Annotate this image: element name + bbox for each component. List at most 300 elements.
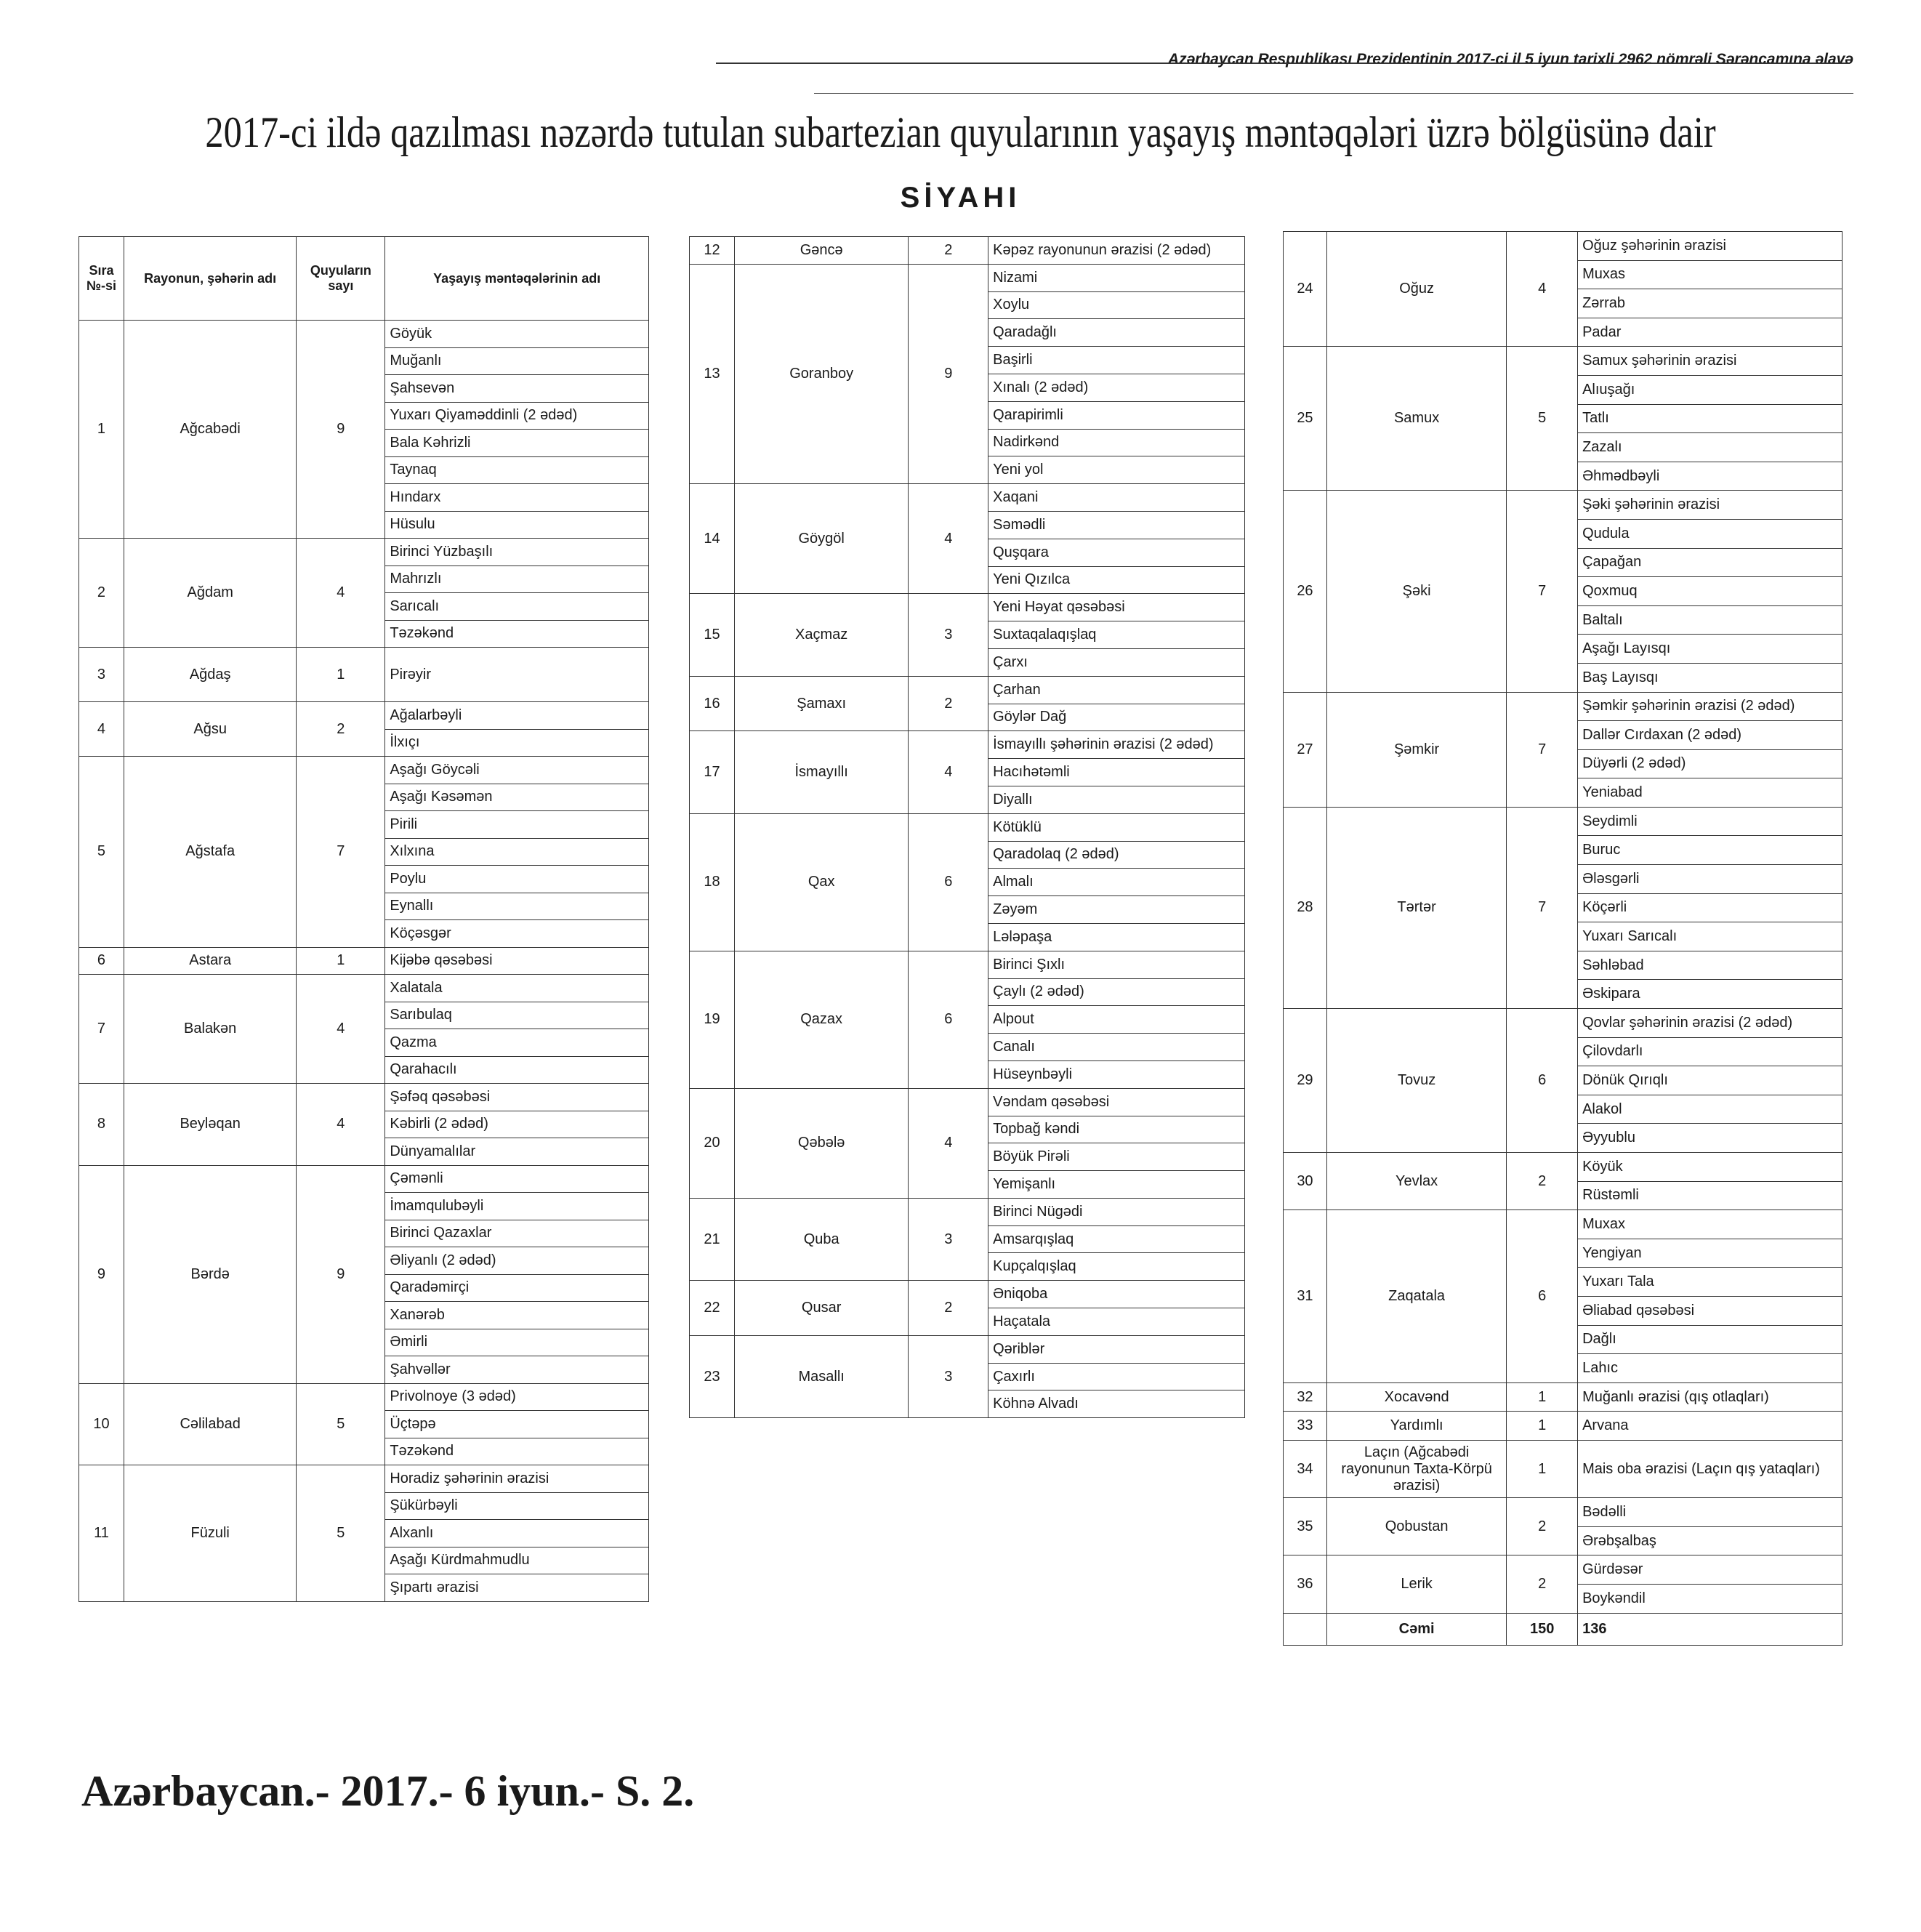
table-row xyxy=(1284,1009,1843,1038)
settlement-name: Qaradolaq (2 ədəd) xyxy=(988,841,1245,869)
settlement-name: Kupçalqışlaq xyxy=(988,1253,1245,1281)
source-citation: Azərbaycan.- 2017.- 6 iyun.- S. 2. xyxy=(81,1767,695,1815)
settlement-name: Amsarqışlaq xyxy=(988,1225,1245,1253)
row-number: 35 xyxy=(1284,1498,1327,1555)
well-count: 6 xyxy=(909,813,988,951)
settlement-name: Xılxına xyxy=(385,838,649,866)
table-row xyxy=(690,1198,1245,1225)
settlement-name: Qarapirimli xyxy=(988,401,1245,429)
settlement-name: Hacıhətəmli xyxy=(988,759,1245,786)
well-count: 7 xyxy=(1507,692,1578,807)
settlement-name: Kəbirli (2 ədəd) xyxy=(385,1111,649,1138)
table-row xyxy=(79,321,649,348)
settlement-name: Zərrab xyxy=(1578,289,1843,318)
row-number: 12 xyxy=(690,237,735,265)
settlement-name: Almalı xyxy=(988,869,1245,896)
row-number: 29 xyxy=(1284,1009,1327,1153)
row-number: 24 xyxy=(1284,232,1327,347)
settlement-name: Köhnə Alvadı xyxy=(988,1390,1245,1418)
district-name: Goranboy xyxy=(734,264,909,483)
settlement-name: Təzəkənd xyxy=(385,1438,649,1465)
settlement-name: Qoxmuq xyxy=(1578,577,1843,606)
settlement-name: Əyyublu xyxy=(1578,1124,1843,1153)
settlement-name: Göyük xyxy=(385,321,649,348)
well-count: 1 xyxy=(1507,1412,1578,1441)
settlement-name: Padar xyxy=(1578,318,1843,347)
settlement-name: Qovlar şəhərinin ərazisi (2 ədəd) xyxy=(1578,1009,1843,1038)
district-name: Gəncə xyxy=(734,237,909,265)
district-name: Ağstafa xyxy=(124,757,296,948)
settlement-name: Mahrızlı xyxy=(385,565,649,593)
settlement-name: Lahıc xyxy=(1578,1354,1843,1383)
settlement-name: Qaradəmirçi xyxy=(385,1274,649,1302)
table-row xyxy=(1284,1498,1843,1527)
settlement-name: Alpout xyxy=(988,1006,1245,1034)
row-number: 1 xyxy=(79,321,124,539)
row-number: 33 xyxy=(1284,1412,1327,1441)
well-count: 2 xyxy=(1507,1555,1578,1613)
table-row xyxy=(79,1465,649,1493)
well-count: 3 xyxy=(909,1198,988,1280)
well-count: 6 xyxy=(1507,1009,1578,1153)
row-number: 15 xyxy=(690,594,735,676)
row-number: 14 xyxy=(690,484,735,594)
district-name: Laçın (Ağcabədi rayonunun Taxta-Körpü ərazisi) xyxy=(1326,1440,1506,1497)
settlement-name: Boykəndil xyxy=(1578,1584,1843,1613)
district-name: Göygöl xyxy=(734,484,909,594)
row-number: 26 xyxy=(1284,491,1327,692)
district-name: Bərdə xyxy=(124,1165,296,1383)
settlement-name: Xalatala xyxy=(385,975,649,1002)
settlement-name: Kəpəz rayonunun ərazisi (2 ədəd) xyxy=(988,237,1245,265)
settlement-name: Pirəyir xyxy=(385,648,649,702)
settlement-name: Köyük xyxy=(1578,1153,1843,1182)
settlement-name: Pirili xyxy=(385,811,649,839)
settlement-name: Səmədli xyxy=(988,511,1245,539)
settlement-name: Əliyanlı (2 ədəd) xyxy=(385,1247,649,1275)
well-count: 9 xyxy=(297,321,385,539)
district-name: Şəki xyxy=(1326,491,1506,692)
settlement-name: Şəfəq qəsəbəsi xyxy=(385,1084,649,1111)
settlement-name: Poylu xyxy=(385,866,649,893)
settlement-name: Çapağan xyxy=(1578,548,1843,577)
settlement-name: Çaxırlı xyxy=(988,1363,1245,1390)
settlement-name: Xaqani xyxy=(988,484,1245,512)
settlement-name: Horadiz şəhərinin ərazisi xyxy=(385,1465,649,1493)
settlement-name: Alxanlı xyxy=(385,1520,649,1547)
district-name: Qusar xyxy=(734,1281,909,1336)
table-row xyxy=(79,1383,649,1411)
district-name: Xaçmaz xyxy=(734,594,909,676)
settlement-name: Muğanlı xyxy=(385,347,649,375)
settlement-name: Şahsevən xyxy=(385,375,649,403)
header-settlements: Yaşayış məntəqələrinin adı xyxy=(385,237,649,321)
well-count: 3 xyxy=(909,594,988,676)
row-number: 18 xyxy=(690,813,735,951)
row-number: 32 xyxy=(1284,1382,1327,1412)
settlement-name: Köçəsgər xyxy=(385,920,649,948)
district-name: Tovuz xyxy=(1326,1009,1506,1153)
district-name: Samux xyxy=(1326,347,1506,491)
table-row xyxy=(1284,692,1843,721)
row-number: 7 xyxy=(79,975,124,1084)
settlement-name: Zazalı xyxy=(1578,433,1843,462)
wells-table-part-1 xyxy=(78,236,649,1602)
table-row xyxy=(690,813,1245,841)
settlement-name: Xınalı (2 ədəd) xyxy=(988,374,1245,401)
district-name: Ağcabədi xyxy=(124,321,296,539)
table-row xyxy=(690,484,1245,512)
settlement-name: Aşağı Göycəli xyxy=(385,757,649,784)
total-well-count: 150 xyxy=(1507,1613,1578,1645)
wells-table-part-3 xyxy=(1283,231,1843,1646)
settlement-name: Ərəbşalbaş xyxy=(1578,1526,1843,1555)
headline-rule xyxy=(716,63,1850,64)
table-row xyxy=(79,702,649,730)
row-number: 13 xyxy=(690,264,735,483)
district-name: Şamaxı xyxy=(734,676,909,731)
settlement-name: Qudula xyxy=(1578,519,1843,548)
table-row xyxy=(1284,1440,1843,1497)
settlement-name: Diyallı xyxy=(988,786,1245,813)
settlement-name: Hındarx xyxy=(385,484,649,512)
table-row xyxy=(1284,1382,1843,1412)
settlement-name: Kötüklü xyxy=(988,813,1245,841)
table-row xyxy=(79,975,649,1002)
settlement-name: Ağalarbəyli xyxy=(385,702,649,730)
row-number: 20 xyxy=(690,1088,735,1198)
settlement-name: Yeni Qızılca xyxy=(988,566,1245,594)
district-name: Oğuz xyxy=(1326,232,1506,347)
settlement-name: Suxtaqalaqışlaq xyxy=(988,621,1245,649)
total-row xyxy=(1284,1613,1843,1645)
settlement-name: Baş Layısqı xyxy=(1578,663,1843,692)
settlement-name: Əskipara xyxy=(1578,980,1843,1009)
well-count: 4 xyxy=(297,1084,385,1166)
header-row-number: Sıra №-si xyxy=(79,237,124,321)
table-column-2 xyxy=(689,236,1245,1418)
settlement-name: Dağlı xyxy=(1578,1325,1843,1354)
row-number: 11 xyxy=(79,1465,124,1602)
settlement-name: Sarıbulaq xyxy=(385,1002,649,1029)
row-number: 3 xyxy=(79,648,124,702)
district-name: Şəmkir xyxy=(1326,692,1506,807)
table-row xyxy=(1284,807,1843,836)
settlement-name: Privolnoye (3 ədəd) xyxy=(385,1383,649,1411)
settlement-name: Buruc xyxy=(1578,836,1843,865)
well-count: 1 xyxy=(1507,1382,1578,1412)
settlement-name: Qaradağlı xyxy=(988,319,1245,347)
row-number: 6 xyxy=(79,947,124,975)
settlement-name: İmamqulubəyli xyxy=(385,1193,649,1220)
settlement-name: Oğuz şəhərinin ərazisi xyxy=(1578,232,1843,261)
settlement-name: Ələsgərli xyxy=(1578,865,1843,894)
table-row xyxy=(690,731,1245,759)
settlement-name: Şəki şəhərinin ərazisi xyxy=(1578,491,1843,520)
well-count: 5 xyxy=(297,1465,385,1602)
district-name: Füzuli xyxy=(124,1465,296,1602)
district-name: Ağdam xyxy=(124,539,296,648)
settlement-name: Vəndam qəsəbəsi xyxy=(988,1088,1245,1116)
table-row xyxy=(690,1281,1245,1308)
district-name: Balakən xyxy=(124,975,296,1084)
settlement-name: Şıpartı ərazisi xyxy=(385,1574,649,1602)
well-count: 2 xyxy=(1507,1153,1578,1210)
header-well-count: Quyuların sayı xyxy=(297,237,385,321)
settlement-name: Aşağı Layısqı xyxy=(1578,635,1843,664)
district-name: İsmayıllı xyxy=(734,731,909,813)
well-count: 7 xyxy=(297,757,385,948)
settlement-name: İlxıçı xyxy=(385,729,649,757)
row-number: 19 xyxy=(690,951,735,1088)
district-name: Beyləqan xyxy=(124,1084,296,1166)
total-spacer xyxy=(1284,1613,1327,1645)
row-number: 36 xyxy=(1284,1555,1327,1613)
settlement-name: Tatlı xyxy=(1578,404,1843,433)
well-count: 6 xyxy=(909,951,988,1088)
district-name: Ağdaş xyxy=(124,648,296,702)
row-number: 27 xyxy=(1284,692,1327,807)
settlement-name: Rüstəmli xyxy=(1578,1181,1843,1210)
settlement-name: Haçatala xyxy=(988,1308,1245,1336)
settlement-name: Yuxarı Qiyaməddinli (2 ədəd) xyxy=(385,402,649,430)
table-row xyxy=(79,648,649,702)
table-row xyxy=(79,947,649,975)
well-count: 5 xyxy=(1507,347,1578,491)
settlement-name: Çaylı (2 ədəd) xyxy=(988,978,1245,1006)
row-number: 21 xyxy=(690,1198,735,1280)
settlement-name: Birinci Yüzbaşılı xyxy=(385,539,649,566)
settlement-name: Hüsulu xyxy=(385,511,649,539)
table-row xyxy=(79,539,649,566)
settlement-name: Muxas xyxy=(1578,260,1843,289)
row-number: 34 xyxy=(1284,1440,1327,1497)
settlement-name: Qarahacılı xyxy=(385,1056,649,1084)
document-title: 2017-ci ildə qazılması nəzərdə tutulan subartezian quyularının yaşayış məntəqələri üzrə bölgüsünə dair xyxy=(205,108,1716,156)
table-column-1 xyxy=(78,236,649,1602)
settlement-name: Şükürbəyli xyxy=(385,1492,649,1520)
settlement-name: Lələpaşa xyxy=(988,923,1245,951)
district-name: Xocavənd xyxy=(1326,1382,1506,1412)
settlement-name: Nizami xyxy=(988,264,1245,291)
settlement-name: Çarxı xyxy=(988,648,1245,676)
well-count: 4 xyxy=(909,1088,988,1198)
district-name: Qax xyxy=(734,813,909,951)
settlement-name: Əniqoba xyxy=(988,1281,1245,1308)
settlement-name: Sarıcalı xyxy=(385,593,649,621)
settlement-name: Təzəkənd xyxy=(385,620,649,648)
settlement-name: Böyük Pirəli xyxy=(988,1143,1245,1171)
header-district: Rayonun, şəhərin adı xyxy=(124,237,296,321)
settlement-name: Alakol xyxy=(1578,1095,1843,1124)
district-name: Yevlax xyxy=(1326,1153,1506,1210)
settlement-name: Şəmkir şəhərinin ərazisi (2 ədəd) xyxy=(1578,692,1843,721)
settlement-name: Samux şəhərinin ərazisi xyxy=(1578,347,1843,376)
settlement-name: Dönük Qırıqlı xyxy=(1578,1066,1843,1095)
table-row xyxy=(1284,491,1843,520)
well-count: 1 xyxy=(1507,1440,1578,1497)
well-count: 2 xyxy=(909,676,988,731)
settlement-name: Canalı xyxy=(988,1034,1245,1061)
district-name: Astara xyxy=(124,947,296,975)
settlement-name: Xanərəb xyxy=(385,1302,649,1329)
district-name: Qobustan xyxy=(1326,1498,1506,1555)
table-row xyxy=(690,1088,1245,1116)
row-number: 8 xyxy=(79,1084,124,1166)
settlement-name: Başirli xyxy=(988,347,1245,374)
district-name: Tərtər xyxy=(1326,807,1506,1008)
settlement-name: Dallər Cırdaxan (2 ədəd) xyxy=(1578,721,1843,750)
well-count: 1 xyxy=(297,947,385,975)
well-count: 7 xyxy=(1507,491,1578,692)
settlement-name: Topbağ kəndi xyxy=(988,1116,1245,1143)
settlement-name: Aşağı Kürdmahmudlu xyxy=(385,1547,649,1574)
settlement-name: Xoylu xyxy=(988,291,1245,319)
district-name: Qəbələ xyxy=(734,1088,909,1198)
well-count: 5 xyxy=(297,1383,385,1465)
settlement-name: Çəmənli xyxy=(385,1165,649,1193)
headline-underline xyxy=(814,93,1853,94)
settlement-name: Muxax xyxy=(1578,1210,1843,1239)
settlement-name: Seydimli xyxy=(1578,807,1843,836)
well-count: 4 xyxy=(297,975,385,1084)
row-number: 22 xyxy=(690,1281,735,1336)
settlement-name: Şahvəllər xyxy=(385,1356,649,1384)
settlement-name: Baltalı xyxy=(1578,605,1843,635)
settlement-name: Yuxarı Tala xyxy=(1578,1268,1843,1297)
table-row xyxy=(79,1084,649,1111)
settlement-name: Köçərli xyxy=(1578,893,1843,922)
district-name: Ağsu xyxy=(124,702,296,757)
table-row xyxy=(690,1335,1245,1363)
district-name: Quba xyxy=(734,1198,909,1280)
table-row xyxy=(1284,1555,1843,1585)
total-settlement-count: 136 xyxy=(1578,1613,1843,1645)
settlement-name: Əliabad qəsəbəsi xyxy=(1578,1296,1843,1325)
table-row xyxy=(1284,232,1843,261)
table-row xyxy=(1284,1153,1843,1182)
table-row xyxy=(690,951,1245,978)
table-row xyxy=(1284,1412,1843,1441)
settlement-name: Aşağı Kəsəmən xyxy=(385,784,649,811)
district-name: Lerik xyxy=(1326,1555,1506,1613)
row-number: 2 xyxy=(79,539,124,648)
settlement-name: Səhləbad xyxy=(1578,951,1843,980)
settlement-name: Çarhan xyxy=(988,676,1245,704)
row-number: 5 xyxy=(79,757,124,948)
settlement-name: Taynaq xyxy=(385,456,649,484)
settlement-name: Yuxarı Sarıcalı xyxy=(1578,922,1843,951)
settlement-name: Düyərli (2 ədəd) xyxy=(1578,749,1843,778)
row-number: 28 xyxy=(1284,807,1327,1008)
well-count: 4 xyxy=(297,539,385,648)
table-row xyxy=(1284,1210,1843,1239)
settlement-name: Qəriblər xyxy=(988,1335,1245,1363)
table-column-3 xyxy=(1283,231,1843,1646)
settlement-name: Yemişanlı xyxy=(988,1171,1245,1199)
settlement-name: Alıuşağı xyxy=(1578,375,1843,404)
settlement-name: Göylər Dağ xyxy=(988,704,1245,731)
well-count: 3 xyxy=(909,1335,988,1417)
table-row xyxy=(79,757,649,784)
settlement-name: Kijəbə qəsəbəsi xyxy=(385,947,649,975)
well-count: 4 xyxy=(1507,232,1578,347)
settlement-name: Eynallı xyxy=(385,893,649,920)
well-count: 2 xyxy=(909,1281,988,1336)
settlement-name: Qazma xyxy=(385,1029,649,1057)
settlement-name: Birinci Nügədi xyxy=(988,1198,1245,1225)
settlement-name: Yeniabad xyxy=(1578,778,1843,808)
row-number: 4 xyxy=(79,702,124,757)
table-row xyxy=(690,594,1245,621)
settlement-name: Yeni Həyat qəsəbəsi xyxy=(988,594,1245,621)
table-row xyxy=(79,1165,649,1193)
wells-table-part-2 xyxy=(689,236,1245,1418)
row-number: 25 xyxy=(1284,347,1327,491)
settlement-name: Üçtəpə xyxy=(385,1411,649,1438)
table-row xyxy=(690,264,1245,291)
well-count: 6 xyxy=(1507,1210,1578,1383)
settlement-name: Muğanlı ərazisi (qış otlaqları) xyxy=(1578,1382,1843,1412)
settlement-name: Gürdəsər xyxy=(1578,1555,1843,1585)
settlement-name: Bədəlli xyxy=(1578,1498,1843,1527)
table-row xyxy=(690,676,1245,704)
well-count: 9 xyxy=(909,264,988,483)
settlement-name: Arvana xyxy=(1578,1412,1843,1441)
district-name: Yardımlı xyxy=(1326,1412,1506,1441)
row-number: 23 xyxy=(690,1335,735,1417)
well-count: 4 xyxy=(909,484,988,594)
district-name: Zaqatala xyxy=(1326,1210,1506,1383)
well-count: 7 xyxy=(1507,807,1578,1008)
well-count: 9 xyxy=(297,1165,385,1383)
row-number: 30 xyxy=(1284,1153,1327,1210)
settlement-name: Dünyamalılar xyxy=(385,1138,649,1166)
total-label: Cəmi xyxy=(1326,1613,1506,1645)
district-name: Qazax xyxy=(734,951,909,1088)
well-count: 2 xyxy=(909,237,988,265)
well-count: 2 xyxy=(297,702,385,757)
settlement-name: Birinci Şıxlı xyxy=(988,951,1245,978)
settlement-name: Birinci Qazaxlar xyxy=(385,1220,649,1247)
document-headline: Azərbaycan Respublikası Prezidentinin 2017-ci il 5 iyun tarixli 2962 nömrəli Sərəncamına əlavə xyxy=(1167,51,1853,68)
settlement-name: Bala Kəhrizli xyxy=(385,430,649,457)
row-number: 9 xyxy=(79,1165,124,1383)
district-name: Masallı xyxy=(734,1335,909,1417)
settlement-name: Çilovdarlı xyxy=(1578,1037,1843,1066)
well-count: 1 xyxy=(297,648,385,702)
row-number: 31 xyxy=(1284,1210,1327,1383)
row-number: 16 xyxy=(690,676,735,731)
list-heading: SİYAHI xyxy=(900,182,1021,214)
settlement-name: Mais oba ərazisi (Laçın qış yataqları) xyxy=(1578,1440,1843,1497)
table-row xyxy=(1284,347,1843,376)
settlement-name: Əmirli xyxy=(385,1329,649,1356)
settlement-name: Əhmədbəyli xyxy=(1578,462,1843,491)
settlement-name: Quşqara xyxy=(988,539,1245,566)
settlement-name: Yengiyan xyxy=(1578,1239,1843,1268)
well-count: 2 xyxy=(1507,1498,1578,1555)
settlement-name: Nadirkənd xyxy=(988,429,1245,456)
district-name: Cəlilabad xyxy=(124,1383,296,1465)
table-row xyxy=(690,237,1245,265)
settlement-name: Yeni yol xyxy=(988,456,1245,484)
settlement-name: Zəyəm xyxy=(988,896,1245,924)
well-count: 4 xyxy=(909,731,988,813)
row-number: 17 xyxy=(690,731,735,813)
settlement-name: İsmayıllı şəhərinin ərazisi (2 ədəd) xyxy=(988,731,1245,759)
row-number: 10 xyxy=(79,1383,124,1465)
